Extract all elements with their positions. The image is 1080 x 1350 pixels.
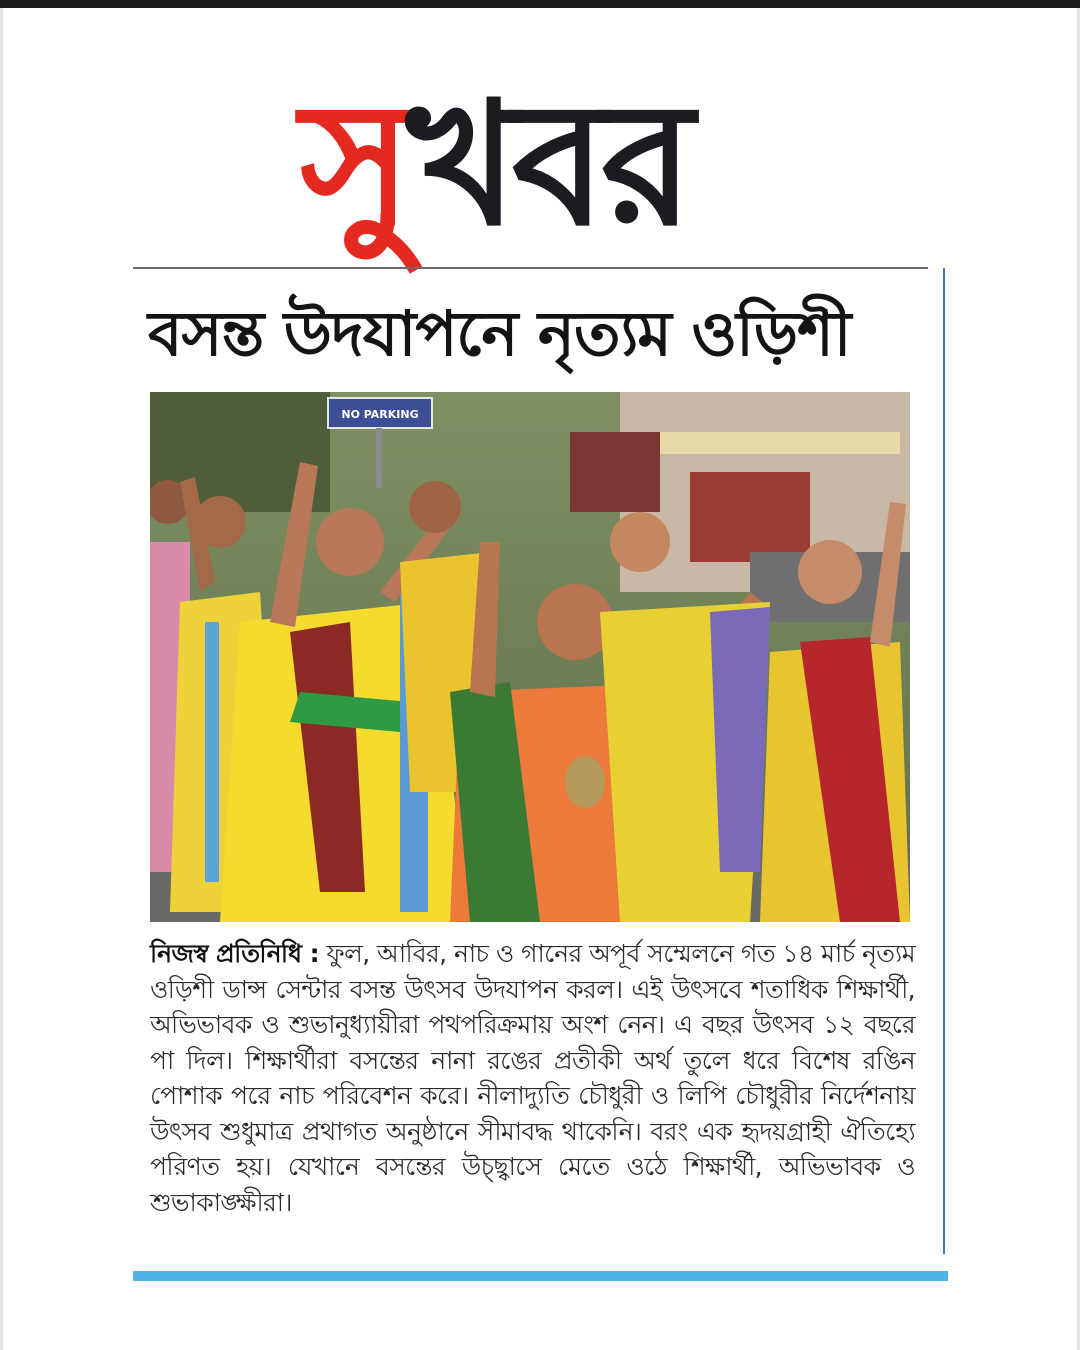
- column-border: [943, 268, 945, 1254]
- building-door: [690, 472, 810, 562]
- building-ledge: [630, 432, 900, 454]
- article-photo: [150, 392, 910, 922]
- dancers-photo-illustration: [150, 392, 910, 922]
- masthead-logo: [300, 60, 820, 270]
- article-byline: নিজস্ব প্রতিনিধি :: [150, 939, 320, 968]
- bottom-accent-bar: [133, 1271, 948, 1281]
- masthead-divider: [133, 267, 928, 269]
- masthead-dark-part: খবর: [406, 66, 689, 264]
- sign-pole: [376, 428, 382, 488]
- building-wall: [570, 432, 660, 512]
- left-border: [0, 8, 3, 1350]
- article-headline: বসন্ত উদযাপনে নৃত্যম ওড়িশী: [148, 297, 851, 370]
- article-text: ফুল, আবির, নাচ ও গানের অপূর্ব সম্মেলনে গত ১৪ মার্চ নৃত্যম ওড়িশী ডান্স সেন্টার বসন্ত উৎসব উদযাপন করল। এই উৎসবে শতাধিক শিক্ষার্থী, অভিভাবক ও শুভানুধ্যায়ীরা পথপরিক্রমায় অংশ নেন। এ বছর উৎসব ১২ বছরে পা দিল। শিক্ষার্থীরা বসন্তের নানা রঙের প্রতীকী অর্থ তুলে ধরে বিশেষ রঙিন পোশাক পরে নাচ পরিবেশন করে। নীলাদ্যুতি চৌধুরী ও লিপি চৌধুরীর নির্দেশনায় উৎসব শুধুমাত্র প্রথাগত অনুষ্ঠানে সীমাবদ্ধ থাকেনি। বরং এক হৃদয়গ্রাহী ঐতিহ্যে পরিণত হয়। যেখানে বসন্তের উচ্ছ্বাসে মেতে ওঠে শিক্ষার্থী, অভিভাবক ও শুভাকাঙ্ক্ষীরা।: [150, 939, 915, 1217]
- masthead-red-part: সু: [300, 66, 407, 264]
- no-parking-sign-text: NO PARKING: [341, 408, 419, 421]
- top-strip: [0, 0, 1080, 8]
- article-body: [150, 936, 915, 1251]
